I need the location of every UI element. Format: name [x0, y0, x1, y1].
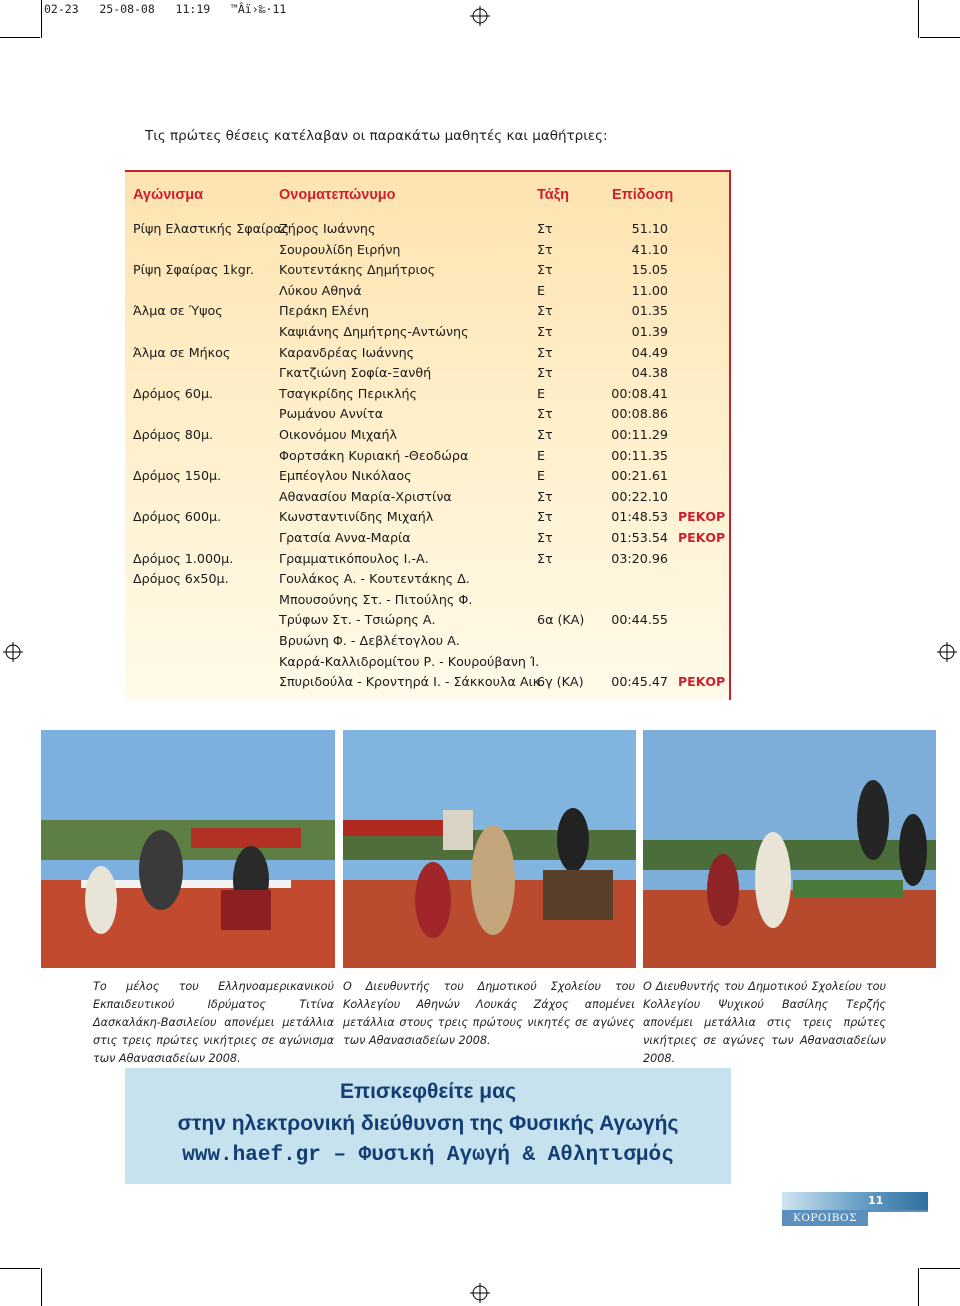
cell-performance: 00:11.29	[611, 427, 668, 442]
cell-class: Στ	[537, 241, 553, 257]
cell-class: Στ	[537, 221, 553, 236]
table-row	[0, 283, 960, 303]
cell-class: Ε	[537, 385, 546, 401]
footer-rule	[868, 1210, 928, 1212]
cell-event: Ρίψη Σφαίρας 1kgr.	[133, 262, 254, 278]
cell-performance: 00:22.10	[611, 488, 668, 504]
cell-class: Στ	[537, 365, 553, 381]
cell-name: Κουτεντάκης Δημήτριος	[279, 262, 436, 278]
photo-caption-3: Ο Διευθυντής του Δημοτικού Σχολείου του Κολλεγίου Ψυχικού Βασίλης Τερζής απονέμει μετάλλια στις τρεις πρώτες νικήτριες σε αγώνες των Αθανασιαδείων 2008.	[643, 980, 886, 1065]
cell-name: Καρανδρέας Ιωάννης	[279, 344, 415, 360]
cell-name: Εμπέογλου Νικόλαος	[279, 468, 412, 484]
crop-mark	[0, 1268, 40, 1269]
cell-performance: 00:21.61	[611, 468, 668, 484]
cell-name: Οικονόμου Μιχαήλ	[279, 427, 398, 442]
footer-bar	[782, 1192, 928, 1210]
photo-award-ceremony-3	[643, 730, 936, 968]
cell-name: Αθανασίου Μαρία-Χριστίνα	[279, 488, 452, 504]
cell-class: 6α (ΚΑ)	[537, 612, 585, 628]
cell-name: Βρυώνη Φ. - Δεβλέτογλου Α.	[279, 633, 460, 648]
crop-mark	[0, 37, 40, 38]
page-number: 11	[868, 1194, 884, 1207]
table-row	[0, 262, 960, 282]
cell-performance: 04.38	[631, 365, 668, 381]
promo-line-2: στην ηλεκτρονική διεύθυνση της Φυσικής Αγωγής	[177, 1112, 679, 1135]
table-row	[0, 221, 960, 241]
cell-class: Στ	[537, 509, 553, 525]
cell-name: Καρρά-Καλλιδρομίτου Ρ. - Κουρούβανη Ί.	[279, 653, 540, 669]
table-row	[0, 489, 960, 509]
cell-name: Περάκη Ελένη	[279, 303, 369, 319]
cell-name: Σουρουλίδη Ειρήνη	[279, 241, 401, 257]
header-event: Αγώνισμα	[133, 187, 204, 203]
cell-name: Γραμματικόπουλος Ι.-Α.	[279, 550, 429, 566]
table-row	[0, 324, 960, 344]
cell-class: Ε	[537, 447, 546, 463]
cell-performance: 11.00	[631, 282, 668, 298]
cell-performance: 51.10	[631, 221, 668, 236]
cell-event: Ρίψη Ελαστικής Σφαίρας	[133, 221, 290, 236]
print-slug: 02-23 25-08-08 11:19 ™Âï›‰·11	[44, 2, 287, 16]
cell-class: Στ	[537, 550, 553, 566]
photo-award-ceremony-2	[343, 730, 636, 968]
table-row	[0, 427, 960, 447]
cell-name: Γκατζιώνη Σοφία-Ξανθή	[279, 365, 432, 381]
table-row	[0, 509, 960, 529]
crop-mark	[41, 0, 42, 38]
table-row	[0, 551, 960, 571]
cell-event: Άλμα σε Μήκος	[133, 344, 231, 360]
magazine-brand: ΚΟΡΟΙΒΟΣ	[782, 1210, 868, 1226]
cell-name: Τρύφων Στ. - Τσιώρης Α.	[279, 612, 436, 628]
photo-caption-1: Το μέλος του Ελληνοαμερικανικού Εκπαιδευτικού Ιδρύματος Τιτίνα Δασκαλάκη-Βασιλείου απονέμει μετάλλια στις τρεις πρώτες νικήτριες σε αγώνισμα των Αθανασιαδείων 2008.	[93, 980, 334, 1065]
crop-mark	[41, 1268, 42, 1306]
cell-class: 6γ (ΚΑ)	[537, 674, 584, 690]
record-badge: ΡΕΚΟΡ	[678, 509, 726, 525]
cell-performance: 15.05	[631, 262, 668, 278]
table-row	[0, 365, 960, 385]
cell-event: Δρόμος 80μ.	[133, 427, 214, 442]
cell-name: Σπυριδούλα - Κροντηρά Ι. - Σάκκουλα Αικ.	[279, 674, 545, 690]
record-badge: ΡΕΚΟΡ	[678, 530, 726, 545]
photo-caption-2: Ο Διευθυντής του Δημοτικού Σχολείου του Κολλεγίου Αθηνών Λουκάς Ζάχος απομένει μετάλλια στους τρεις πρώτους νικητές σε αγώνες των Αθανασιαδείων 2008.	[343, 980, 635, 1047]
promo-website-link[interactable]: www.haef.gr – Φυσική Αγωγή & Αθλητισμός	[182, 1144, 674, 1167]
cell-class: Στ	[537, 488, 553, 504]
cell-event: Δρόμος 150μ.	[133, 468, 222, 484]
record-badge: ΡΕΚΟΡ	[678, 674, 726, 690]
cell-class: Στ	[537, 303, 553, 319]
cell-name: Λύκου Αθηνά	[279, 282, 362, 298]
cell-name: Ζήρος Ιωάννης	[279, 221, 376, 236]
cell-class: Στ	[537, 427, 553, 442]
cell-performance: 00:45.47	[611, 674, 668, 690]
cell-class: Στ	[537, 324, 553, 339]
cell-performance: 01:48.53	[611, 509, 668, 525]
registration-mark-icon	[470, 6, 490, 26]
website-promo-box	[125, 1068, 731, 1184]
cell-performance: 00:08.41	[611, 385, 668, 401]
crop-mark	[918, 1268, 919, 1306]
cell-name: Ρωμάνου Αννίτα	[279, 406, 384, 422]
table-row	[0, 612, 960, 632]
cell-name: Καψιάνης Δημήτρης-Αντώνης	[279, 324, 469, 339]
cell-performance: 04.49	[631, 344, 668, 360]
cell-name: Τσαγκρίδης Περικλής	[279, 385, 417, 401]
table-row	[0, 592, 960, 612]
header-name: Ονοματεπώνυμο	[279, 187, 396, 203]
cell-performance: 00:11.35	[611, 447, 668, 463]
cell-performance: 03:20.96	[611, 550, 668, 566]
photo-award-ceremony-1	[41, 730, 335, 968]
table-row	[0, 530, 960, 550]
cell-performance: 01.39	[631, 324, 668, 339]
cell-name: Κωνσταντινίδης Μιχαήλ	[279, 509, 434, 525]
table-row	[0, 633, 960, 653]
cell-class: Στ	[537, 406, 553, 422]
table-row	[0, 468, 960, 488]
table-row	[0, 448, 960, 468]
intro-text: Τις πρώτες θέσεις κατέλαβαν οι παρακάτω μαθητές και μαθήτριες:	[145, 128, 608, 144]
table-row	[0, 303, 960, 323]
promo-line-1: Επισκεφθείτε μας	[340, 1080, 516, 1103]
cell-event: Δρόμος 6x50μ.	[133, 571, 229, 587]
header-class: Τάξη	[537, 187, 570, 203]
cell-class: Στ	[537, 344, 553, 360]
table-row	[0, 386, 960, 406]
header-performance: Επίδοση	[612, 187, 674, 203]
cell-name: Φορτσάκη Κυριακή -Θεοδώρα	[279, 447, 469, 463]
cell-class: Στ	[537, 262, 553, 278]
cell-event: Άλμα σε Ύψος	[133, 303, 223, 319]
crop-mark	[920, 1268, 960, 1269]
cell-name: Γουλάκος Α. - Κουτεντάκης Δ.	[279, 571, 470, 587]
cell-class: Ε	[537, 282, 546, 298]
cell-performance: 00:44.55	[611, 612, 668, 628]
cell-performance: 01.35	[631, 303, 668, 319]
table-row	[0, 571, 960, 591]
cell-name: Γρατσία Αννα-Μαρία	[279, 530, 411, 545]
cell-event: Δρόμος 1.000μ.	[133, 550, 234, 566]
cell-name: Μπουσούνης Στ. - Πιτούλης Φ.	[279, 591, 473, 607]
registration-mark-icon	[470, 1283, 490, 1303]
crop-mark	[918, 0, 919, 38]
cell-class: Στ	[537, 530, 553, 545]
table-row	[0, 406, 960, 426]
table-row	[0, 674, 960, 694]
cell-performance: 00:08.86	[611, 406, 668, 422]
crop-mark	[920, 37, 960, 38]
table-row	[0, 345, 960, 365]
cell-event: Δρόμος 600μ.	[133, 509, 222, 525]
cell-performance: 01:53.54	[611, 530, 668, 545]
table-row	[0, 654, 960, 674]
table-row	[0, 242, 960, 262]
cell-event: Δρόμος 60μ.	[133, 385, 214, 401]
cell-class: Ε	[537, 468, 546, 484]
cell-performance: 41.10	[631, 241, 668, 257]
